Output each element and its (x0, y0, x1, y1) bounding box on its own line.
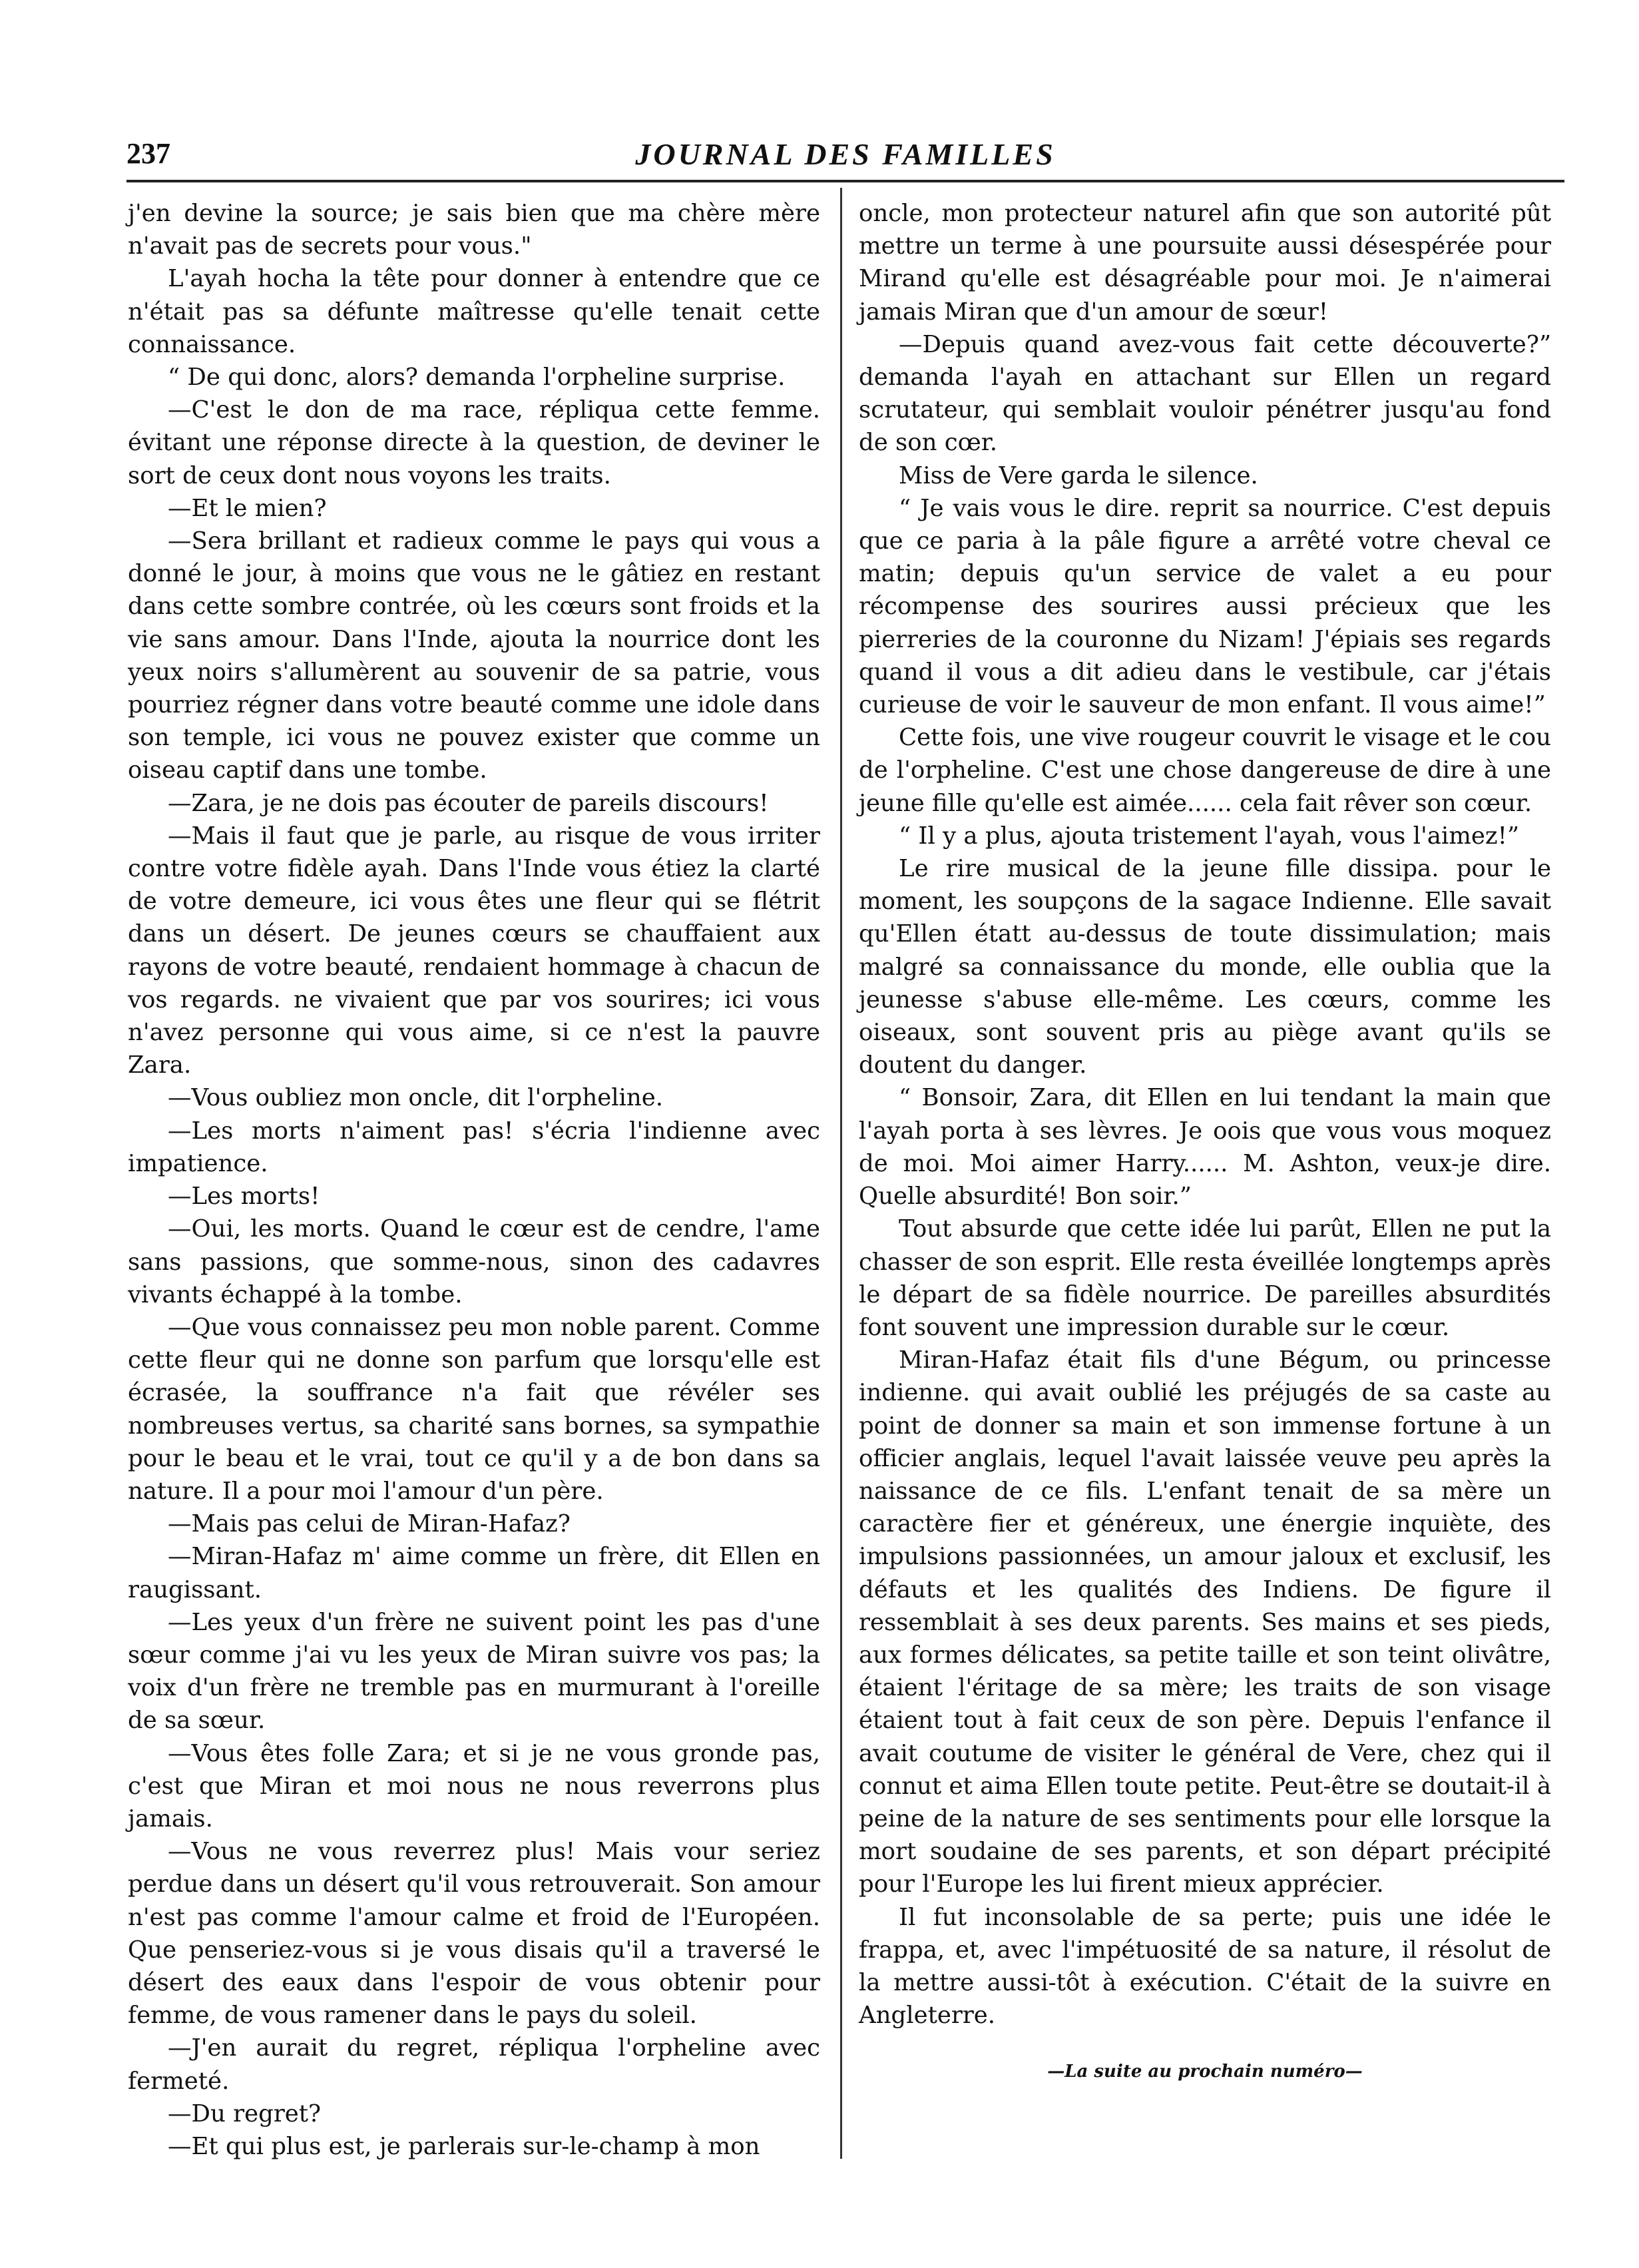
paragraph: “ De qui donc, alors? demanda l'orpheline surprise. (168, 364, 786, 392)
paragraph: —Vous ne vous reverrez plus! Mais vour seriez perdue dans un désert qu'il vous retrouverait. Son amour n'est pas comme l'amour calme et froid de l'Européen. Que penseriez-vous si je vous disais qu'il a traversé le désert des eaux dans l'espoir de vous obtenir pour femme, de vous ramener dans le pays du soleil. (128, 1838, 820, 2030)
paragraph: —Que vous connaissez peu mon noble parent. Comme cette fleur qui ne donne son parfum que lorsqu'elle est écrasée, la souffrance n'a fait que révéler ses nombreuses vertus, sa charité sans bornes, sa sympathie pour le beau et le vrai, tout ce qu'il y a de bon dans sa nature. Il a pour moi l'amour d'un père. (128, 1313, 820, 1505)
paragraph: Miran-Hafaz était fils d'une Bégum, ou princesse indienne. qui avait oublié les préjugés de sa caste au point de donner sa main et son immense fortune à un officier anglais, lequel l'avait laissée veuve peu après la naissance de ce fils. L'enfant tenait de sa mère un caractère fier et généreux, une énergie inquiète, des impulsions passionnées, un amour jaloux et exclusif, les défauts et les qualités des Indiens. De figure il ressemblait à ses deux parents. Ses mains et ses pieds, aux formes délicates, sa petite taille et son teint olivâtre, étaient l'éritage de sa mère; les traits de son visage étaient tout à fait ceux de son père. Depuis l'enfance il avait coutume de visiter le général de Vere, chez qui il connut et aima Ellen toute petite. Peut-être se doutait-il à peine de la nature de ses sentiments pour elle lorsque la mort soudaine de ses parents, et son départ précipité pour l'Europe les lui firent mieux apprécier. (859, 1346, 1551, 1898)
paragraph: —Mais il faut que je parle, au risque de vous irriter contre votre fidèle ayah. Dans l'Inde vous étiez la clarté de votre demeure, ici vous êtes une fleur qui se flétrit dans un désert. De jeunes cœurs se chauffaient aux rayons de votre beauté, rendaient hommage à chacun de vos regards. ne vivaient que par vos sourires; ici vous n'avez personne qui vous aime, si ce n'est la pauvre Zara. (128, 822, 820, 1079)
paragraph: —C'est le don de ma race, répliqua cette femme. évitant une réponse directe à la question, de deviner le sort de ceux dont nous voyons les traits. (128, 396, 820, 489)
paragraph: Tout absurde que cette idée lui parût, Ellen ne put la chasser de son esprit. Elle resta éveillée longtemps après le départ de sa fidèle nourrice. De pareilles absurdités font souvent une impression durable sur le cœur. (859, 1215, 1551, 1341)
journal-title: JOURNAL DES FAMILLES (635, 137, 1056, 171)
paragraph: j'en devine la source; je sais bien que ma chère mère n'avait pas de secrets pour vous." (128, 200, 820, 260)
paragraph: —Les morts! (168, 1183, 320, 1211)
page-header (126, 137, 1564, 183)
page-number: 237 (126, 137, 170, 170)
paragraph: Cette fois, une vive rougeur couvrit le visage et le cou de l'orpheline. C'est une chose dangereuse de dire à une jeune fille qu'elle est aimée...... cela fait rêver son cœur. (859, 724, 1551, 817)
paragraph: Le rire musical de la jeune fille dissipa. pour le moment, les soupçons de la sagace Indienne. Elle savait qu'Ellen étatt au-dessus de toute dissimulation; mais malgré sa connaissance du monde, elle oublia que la jeunesse s'abuse elle-même. Les cœurs, comme les oiseaux, sont souvent pris au piège avant qu'ils se doutent du danger. (859, 855, 1551, 1079)
paragraph: —Et qui plus est, je parlerais sur-le-champ à mon (168, 2132, 760, 2160)
paragraph: —Les yeux d'un frère ne suivent point les pas d'une sœur comme j'ai vu les yeux de Miran suivre vos pas; la voix d'un frère ne tremble pas en murmurant à l'oreille de sa sœur. (128, 1608, 820, 1735)
paragraph: —Vous oubliez mon oncle, dit l'orpheline. (168, 1084, 664, 1112)
paragraph: —Miran-Hafaz m' aime comme un frère, dit Ellen en raugissant. (128, 1543, 820, 1603)
paragraph: Il fut inconsolable de sa perte; puis une idée le frappa, et, avec l'impétuosité de sa nature, il résolut de la mettre aussi-tôt à exécution. C'était de la suivre en Angleterre. (859, 1903, 1551, 2030)
header-rule (126, 180, 1564, 182)
paragraph: —Zara, je ne dois pas écouter de pareils discours! (168, 789, 769, 817)
right-column (859, 197, 1551, 2089)
paragraph: —Vous êtes folle Zara; et si je ne vous gronde pas, c'est que Miran et moi nous ne nous reverrons plus jamais. (128, 1739, 820, 1833)
paragraph: —Mais pas celui de Miran-Hafaz? (168, 1510, 571, 1538)
paragraph: “ Bonsoir, Zara, dit Ellen en lui tendant la main que l'ayah porta à ses lèvres. Je oois que vous vous moquez de moi. Moi aimer Harry...... M. Ashton, veux-je dire. Quelle absurdité! Bon soir.” (859, 1084, 1551, 1211)
paragraph: —Du regret? (168, 2100, 322, 2127)
paragraph: Miss de Vere garda le silence. (899, 461, 1258, 489)
paragraph: —Oui, les morts. Quand le cœur est de cendre, l'ame sans passions, que somme-nous, sinon des cadavres vivants échappé à la tombe. (128, 1215, 820, 1308)
paragraph: “ Il y a plus, ajouta tristement l'ayah, vous l'aimez!” (899, 822, 1520, 850)
paragraph: —J'en aurait du regret, répliqua l'orpheline avec fermeté. (128, 2034, 820, 2095)
left-column (128, 197, 820, 2163)
paragraph: —Sera brillant et radieux comme le pays qui vous a donné le jour, à moins que vous ne le gâtiez en restant dans cette sombre contrée, où les cœurs sont froids et la vie sans amour. Dans l'Inde, ajouta la nourrice dont les yeux noirs s'allumèrent au souvenir de sa patrie, vous pourriez régner dans votre beauté comme une idole dans son temple, ici vous ne pouvez exister que comme un oiseau captif dans une tombe. (128, 527, 820, 784)
paragraph: oncle, mon protecteur naturel afin que son autorité pût mettre un terme à une poursuite aussi désespérée pour Mirand qu'elle est désagréable pour moi. Je n'aimerai jamais Miran que d'un amour de sœur! (859, 200, 1551, 326)
paragraph: —Et le mien? (168, 494, 327, 522)
paragraph: —Les morts n'aiment pas! s'écria l'indienne avec impatience. (128, 1117, 820, 1177)
paragraph: “ Je vais vous le dire. reprit sa nourrice. C'est depuis que ce paria à la pâle figure a arrêté votre cheval ce matin; depuis qu'un service de valet a eu pour récompense des sourires aussi précieux que les pierreries de la couronne du Nizam! J'épiais ses regards quand il vous a dit adieu dans le vestibule, car j'étais curieuse de voir le sauveur de mon enfant. Il vous aime!” (859, 494, 1551, 719)
continuation-note: —La suite au prochain numéro— (1047, 2062, 1363, 2082)
paragraph: —Depuis quand avez-vous fait cette découverte?” demanda l'ayah en attachant sur Ellen un regard scrutateur, qui semblait vouloir pénétrer jusqu'au fond de son cœr. (859, 330, 1551, 457)
paragraph: L'ayah hocha la tête pour donner à entendre que ce n'était pas sa défunte maîtresse qu'elle tenait cette connaissance. (128, 265, 820, 358)
column-divider (840, 188, 842, 2159)
